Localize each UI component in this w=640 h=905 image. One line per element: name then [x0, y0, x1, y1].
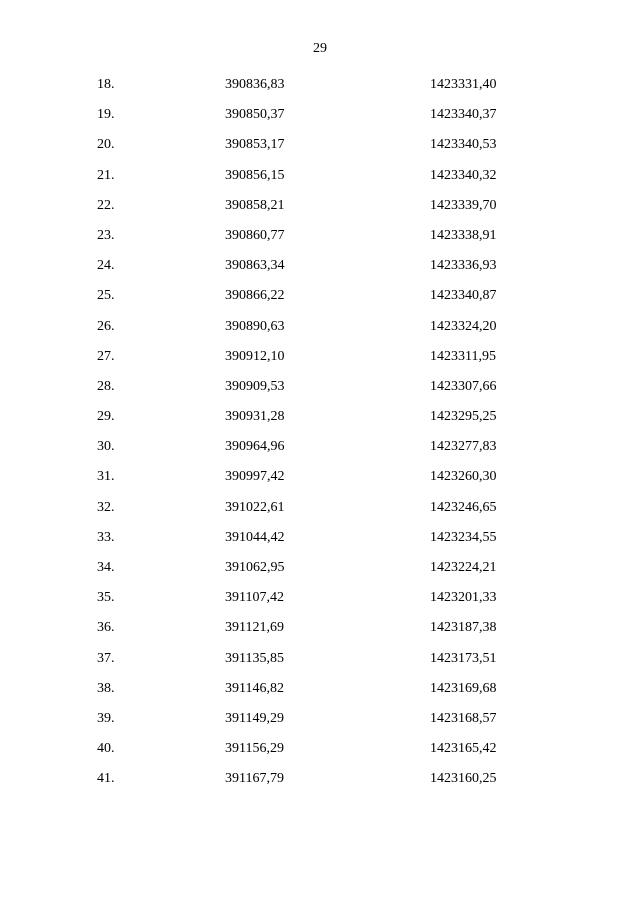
- point-number: 21.: [97, 167, 115, 183]
- y-coordinate: 1423340,87: [430, 288, 497, 304]
- table-row: [0, 529, 640, 559]
- table-row: [0, 378, 640, 408]
- y-coordinate: 1423295,25: [430, 409, 497, 425]
- point-number: 30.: [97, 439, 115, 455]
- y-coordinate: 1423260,30: [430, 469, 497, 485]
- page-number: 29: [313, 41, 327, 56]
- y-coordinate: 1423338,91: [430, 227, 497, 243]
- point-number: 20.: [97, 137, 115, 153]
- table-row: [0, 680, 640, 710]
- y-coordinate: 1423169,68: [430, 680, 497, 696]
- point-number: 40.: [97, 741, 115, 757]
- table-row: [0, 227, 640, 257]
- x-coordinate: 390890,63: [225, 318, 285, 334]
- y-coordinate: 1423224,21: [430, 560, 497, 575]
- table-row: [0, 650, 640, 680]
- table-row: [0, 287, 640, 317]
- x-coordinate: 390850,37: [225, 107, 285, 123]
- x-coordinate: 390853,17: [225, 137, 285, 153]
- y-coordinate: 1423234,55: [430, 529, 497, 545]
- point-number: 28.: [97, 378, 115, 394]
- y-coordinate: 1423339,70: [430, 197, 497, 213]
- y-coordinate: 1423331,40: [430, 77, 497, 92]
- y-coordinate: 1423311,95: [430, 348, 496, 364]
- point-number: 32.: [97, 499, 115, 515]
- y-coordinate: 1423277,83: [430, 439, 497, 455]
- point-number: 25.: [97, 288, 115, 304]
- y-coordinate: 1423201,33: [430, 590, 497, 606]
- y-coordinate: 1423340,53: [430, 137, 497, 153]
- x-coordinate: 391121,69: [225, 620, 284, 636]
- table-row: [0, 468, 640, 498]
- y-coordinate: 1423168,57: [430, 710, 497, 726]
- x-coordinate: 391146,82: [225, 680, 284, 696]
- x-coordinate: 391156,29: [225, 741, 284, 757]
- table-row: [0, 619, 640, 649]
- point-number: 39.: [97, 710, 115, 726]
- x-coordinate: 391149,29: [225, 710, 284, 726]
- y-coordinate: 1423246,65: [430, 499, 497, 515]
- x-coordinate: 390964,96: [225, 439, 285, 455]
- x-coordinate: 391107,42: [225, 590, 284, 606]
- table-row: [0, 76, 640, 106]
- x-coordinate: 390997,42: [225, 469, 285, 485]
- table-row: [0, 408, 640, 438]
- table-row: [0, 438, 640, 468]
- y-coordinate: 1423324,20: [430, 318, 497, 334]
- table-row: [0, 197, 640, 227]
- x-coordinate: 390860,77: [225, 227, 285, 243]
- x-coordinate: 390912,10: [225, 348, 285, 364]
- table-row: [0, 499, 640, 529]
- point-number: 31.: [97, 469, 115, 485]
- point-number: 18.: [97, 77, 115, 92]
- x-coordinate: 391167,79: [225, 771, 284, 787]
- x-coordinate: 390856,15: [225, 167, 285, 183]
- point-number: 23.: [97, 227, 115, 243]
- point-number: 29.: [97, 409, 115, 425]
- x-coordinate: 391044,42: [225, 529, 285, 545]
- y-coordinate: 1423307,66: [430, 378, 497, 394]
- table-row: [0, 257, 640, 287]
- table-row: [0, 770, 640, 800]
- x-coordinate: 391022,61: [225, 499, 285, 515]
- y-coordinate: 1423165,42: [430, 741, 497, 757]
- point-number: 24.: [97, 258, 115, 274]
- table-row: [0, 136, 640, 166]
- table-row: [0, 348, 640, 378]
- x-coordinate: 390836,83: [225, 77, 285, 92]
- point-number: 22.: [97, 197, 115, 213]
- x-coordinate: 390931,28: [225, 409, 285, 425]
- table-row: [0, 559, 640, 589]
- point-number: 41.: [97, 771, 115, 787]
- table-row: [0, 589, 640, 619]
- point-number: 19.: [97, 107, 115, 123]
- y-coordinate: 1423173,51: [430, 650, 497, 666]
- y-coordinate: 1423340,37: [430, 107, 497, 123]
- point-number: 26.: [97, 318, 115, 334]
- y-coordinate: 1423187,38: [430, 620, 497, 636]
- coordinates-table: [0, 76, 640, 801]
- table-row: [0, 710, 640, 740]
- point-number: 27.: [97, 348, 115, 364]
- y-coordinate: 1423340,32: [430, 167, 497, 183]
- y-coordinate: 1423160,25: [430, 771, 497, 787]
- table-row: [0, 167, 640, 197]
- x-coordinate: 390866,22: [225, 288, 285, 304]
- point-number: 35.: [97, 590, 115, 606]
- y-coordinate: 1423336,93: [430, 258, 497, 274]
- x-coordinate: 391062,95: [225, 560, 285, 575]
- x-coordinate: 391135,85: [225, 650, 284, 666]
- x-coordinate: 390858,21: [225, 197, 285, 213]
- point-number: 33.: [97, 529, 115, 545]
- table-row: [0, 740, 640, 770]
- point-number: 37.: [97, 650, 115, 666]
- x-coordinate: 390909,53: [225, 378, 285, 394]
- table-row: [0, 106, 640, 136]
- point-number: 34.: [97, 560, 115, 575]
- x-coordinate: 390863,34: [225, 258, 285, 274]
- point-number: 36.: [97, 620, 115, 636]
- point-number: 38.: [97, 680, 115, 696]
- table-row: [0, 318, 640, 348]
